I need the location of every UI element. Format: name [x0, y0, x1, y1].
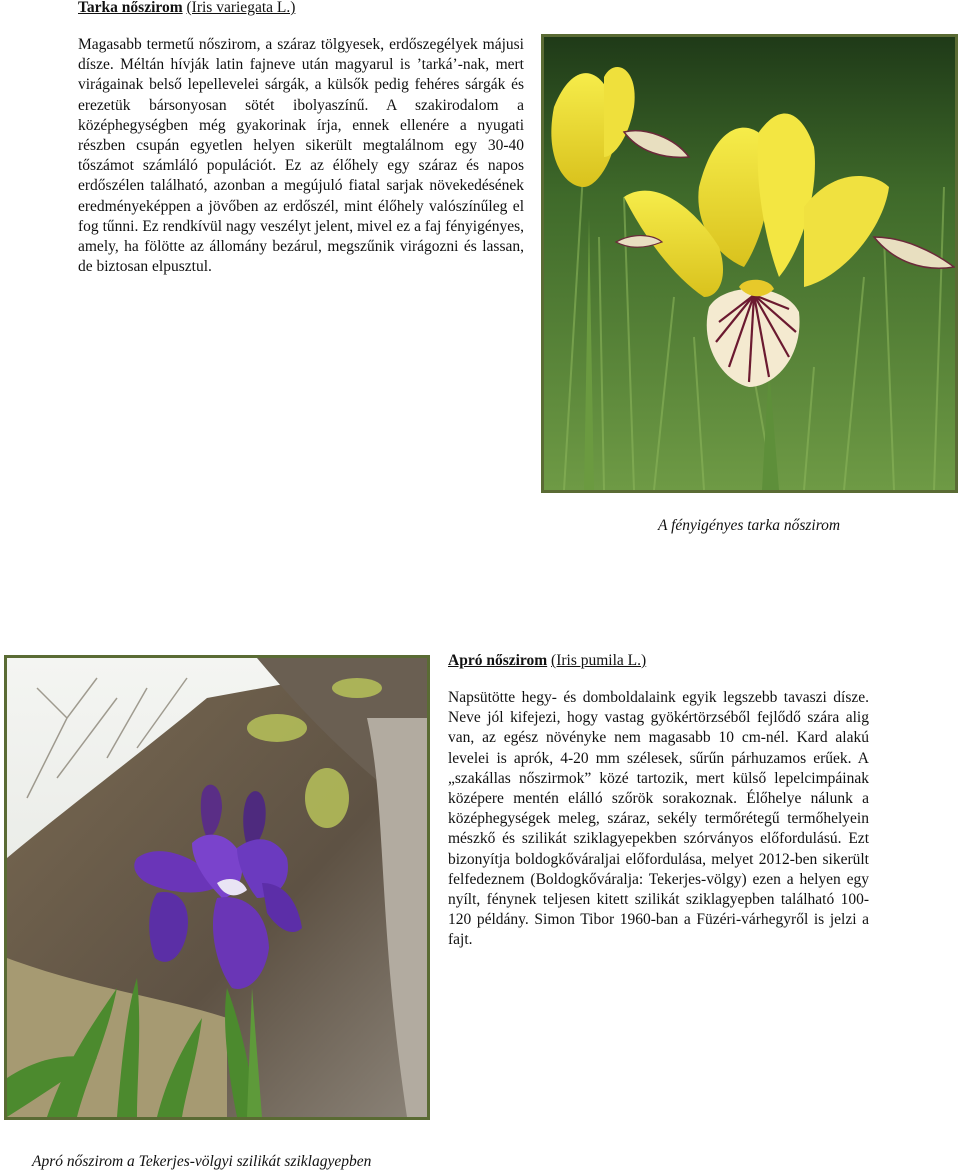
section2-title-latin: (Iris pumila L.): [551, 652, 647, 669]
section1-title-name: Tarka nőszirom: [78, 0, 183, 16]
iris-variegata-illustration: [544, 37, 955, 490]
section2-paragraph: Napsütötte hegy- és domboldalaink egyik legszebb tavaszi dísze. Neve jól kifejezi, hogy vastag gyökértörzséből fejlődő szára alig van, az egész növényke nem magasabb 10 cm-nél. Kard alakú levelei is aprók, 4-20 mm szélesek, sűrűn párhuzamos erűek. A „szakállas nőszirmok” közé tartozik, mert külső lepelcimpáinak középere mentén elálló szőrök sorakoznak. Élőhelye nálunk a középhegységek meleg, száraz, sekély termőrétegű termőhelyein mészkő és szilikát sziklagyepekben szórványos előfordulású. Ezt bizonyítja boldogkőváraljai előfordulása, melyet 2012-ben sikerült felfedeznem (Boldogkőváralja: Tekerjes-völgy) ezen a helyen egy nyílt, fénynek teljesen kitett szilikát sziklagyepben található 100-120 példány. Simon Tibor 1960-ban a Füzéri-várhegyről is jelzi a fajt.: [448, 689, 869, 949]
section1-photo-caption: A fényigényes tarka nőszirom: [658, 517, 841, 534]
section2-title: [448, 651, 646, 671]
section2-title-name: Apró nőszirom: [448, 652, 548, 669]
iris-pumila-illustration: [7, 658, 427, 1117]
iris-pumila-photo: [4, 655, 430, 1120]
iris-variegata-photo: [541, 34, 958, 493]
section1-title: [78, 0, 295, 18]
section2-photo-caption: Apró nőszirom a Tekerjes-völgyi szilikát sziklagyepben: [32, 1153, 372, 1170]
section1-title-latin: (Iris variegata L.): [186, 0, 296, 16]
section1-paragraph: Magasabb termetű nőszirom, a száraz tölgyesek, erdőszegélyek májusi dísze. Méltán hívják latin fajneve után magyarul is ’tarká’-nak, mert virágainak belső lepellevelei sárgák, a külsők pedig fehéres sárgák és erezetük bársonyosan sötét ibolyaszínű. A szakirodalom a középhegységben még gyakorinak írja, ennek ellenére a nyugati részben csupán egyetlen helyen sikerült megtalálnom egy 30-40 tőszámot számláló populációt. Ez az élőhely egy száraz és napos erdőszélen található, azonban a megújuló fiatal sarjak növekedésének eredményeképpen a jövőben az erdőszél, mint élőhely valószínűleg el fog tűnni. Ez rendkívül nagy veszélyt jelent, mivel ez a faj fényigényes, amely, ha fölötte az állomány bezárul, megszűnik virágozni és lassan, de biztosan elpusztul.: [78, 36, 524, 276]
